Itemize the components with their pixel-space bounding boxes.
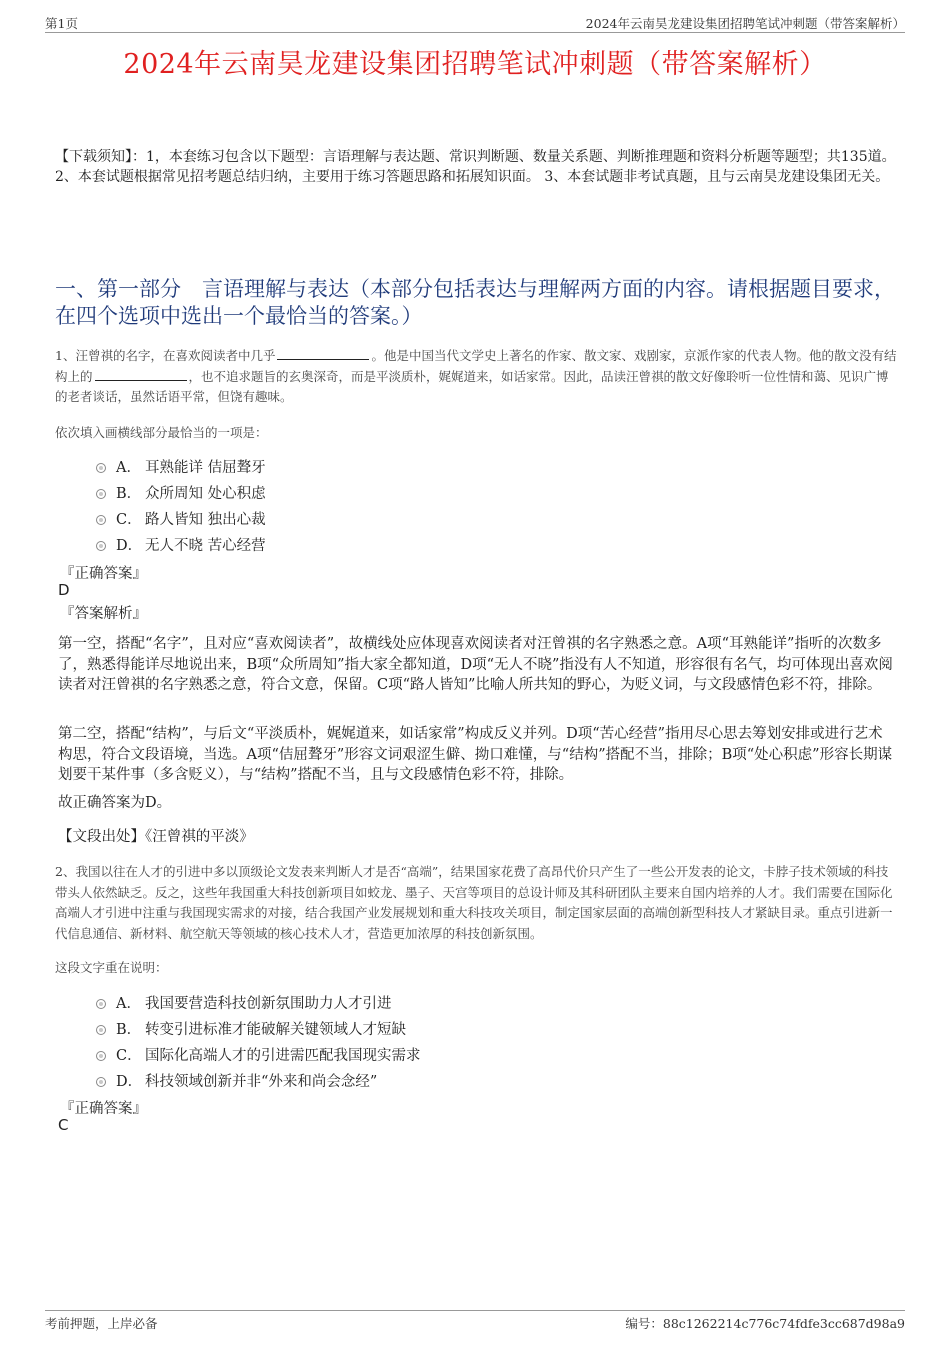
radio-icon[interactable] [96, 463, 106, 473]
analysis-paragraph-2: 第二空，搭配“结构”，与后文“平淡质朴，娓娓道来，如话家常”构成反义并列。D项“苦心经营”指用尽心思去筹划安排或进行艺术构思，符合文段语境，当选。A项“佶屈聱牙”形容文词艰涩生僻、拗口难懂，与“结构”搭配不当，排除；B项“处心积虑”形容长期谋划要干某件事（多含贬义），与“结构”搭配不当，且与文段感情色彩不符，排除。 [58, 726, 893, 783]
question-2-text: 2、我国以往在人才的引进中多以顶级论文发表来判断人才是否“高端”，结果国家花费了高昂代价只产生了一些公开发表的论文，卡脖子技术领域的科技带头人依然缺乏。反之，这些年我国重大科技创新项目如蛟龙、墨子、天宫等项目的总设计师及其科研团队主要来自国内培养的人才。我们需要在国际化高端人才引进中注重与我国现实需求的对接，结合我国产业发展规划和重大科技攻关项目，制定国家层面的高端创新型科技人才紧缺目录。重点引进新一代信息通信、新材料、航空航天等领域的核心技术人才，营造更加浓厚的科技创新氛围。 [55, 864, 893, 941]
radio-icon[interactable] [96, 1077, 106, 1087]
radio-icon[interactable] [96, 1025, 106, 1035]
document-code: 编号：88c1262214c776c74fdfe3cc687d98a9 [625, 1316, 905, 1331]
radio-icon[interactable] [96, 541, 106, 551]
fill-blank-2 [95, 368, 187, 381]
correct-answer: C [58, 1116, 69, 1134]
radio-icon[interactable] [96, 515, 106, 525]
analysis-paragraph-1: 第一空，搭配“名字”，且对应“喜欢阅读者”，故横线处应体现喜欢阅读者对汪曾祺的名字熟悉之意。A项“耳熟能详”指听的次数多了，熟悉得能详尽地说出来，B项“众所周知”指大家全都知道，D项“无人不晓”指没有人不知道，形容很有名气，均可体现出喜欢阅读者对汪曾祺的名字熟悉之意，符合文意，保留。C项“路人皆知”比喻人所共知的野心，为贬义词，与文段感情色彩不符，排除。 [58, 636, 893, 693]
correct-answer-label: 『正确答案』 [60, 1101, 147, 1117]
question-2-prompt: 这段文字重在说明： [55, 960, 168, 975]
footer-slogan: 考前押题，上岸必备 [45, 1316, 158, 1331]
page-header [45, 12, 905, 33]
section-title: 一、第一部分 言语理解与表达（本部分包括表达与理解两方面的内容。请根据题目要求，在四个选项中选出一个最恰当的答案。） [55, 277, 895, 328]
footer-divider [45, 1310, 905, 1311]
radio-icon[interactable] [96, 1051, 106, 1061]
radio-icon[interactable] [96, 999, 106, 1009]
correct-answer: D [58, 581, 70, 599]
radio-icon[interactable] [96, 489, 106, 499]
page-number: 第1页 [45, 16, 78, 31]
fill-blank-1 [277, 347, 369, 360]
question-1-text: 1、汪曾祺的名字，在喜欢阅读者中几乎 。他是中国当代文学史上著名的作家、散文家、戏剧家，京派作家的代表人物。他的散文没有结构上的 ，也不追求题旨的玄奥深奇，而是平淡质朴，娓娓道来，如话家常。因此，品读汪曾祺的散文好像聆听一位性情和蔼、见识广博的老者谈话，虽然话语平常，但饶有趣味。 [55, 348, 897, 404]
download-notice: 【下载须知】：1，本套练习包含以下题型：言语理解与表达题、常识判断题、数量关系题、判断推理题和资料分析题等题型；共135道。 2、本套试题根据常见招考题总结归纳，主要用于练习答题思路和拓展知识面。 3、本套试题非考试真题，且与云南昊龙建设集团无关。 [55, 149, 896, 185]
correct-answer-label: 『正确答案』 [60, 566, 147, 582]
analysis-label: 『答案解析』 [60, 606, 147, 622]
page-title: 2024年云南昊龙建设集团招聘笔试冲刺题（带答案解析） [123, 49, 827, 80]
analysis-conclusion: 故正确答案为D。 [58, 795, 172, 811]
question-1-prompt: 依次填入画横线部分最恰当的一项是： [55, 425, 268, 440]
header-doc-title: 2024年云南昊龙建设集团招聘笔试冲刺题（带答案解析） [585, 16, 905, 31]
passage-source: 【文段出处】《汪曾祺的平淡》 [58, 829, 254, 845]
